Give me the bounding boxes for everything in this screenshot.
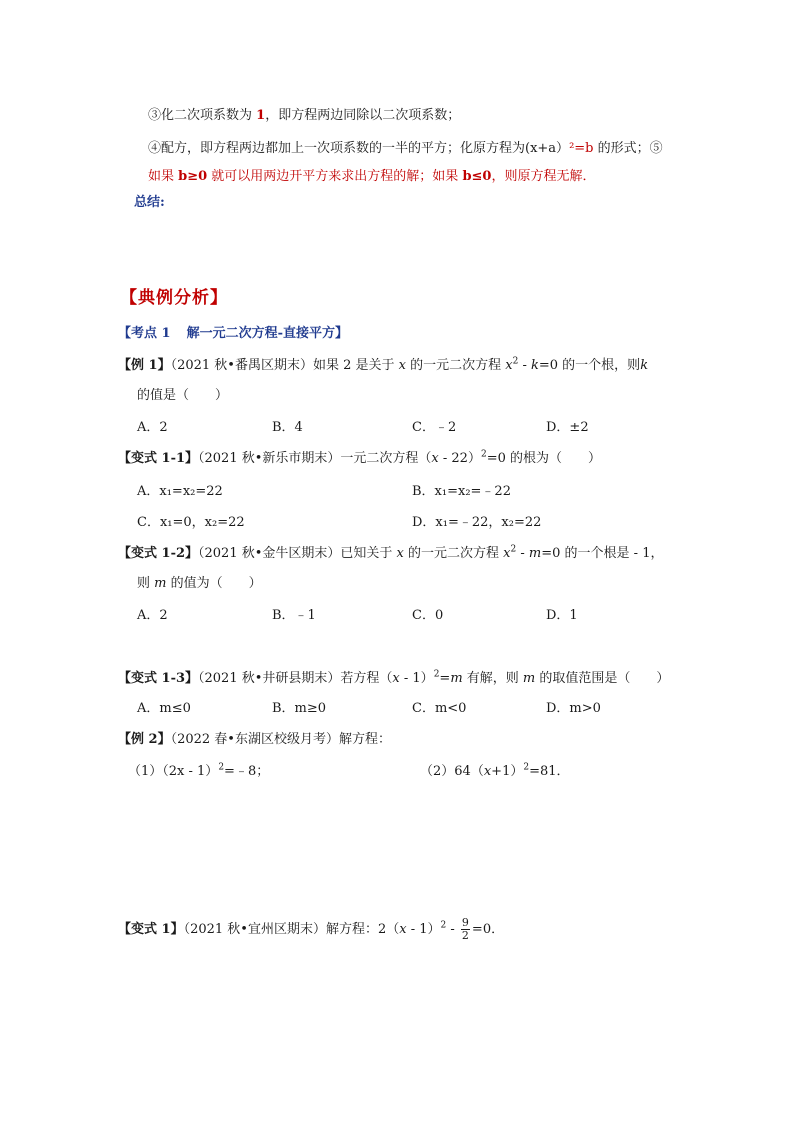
exponent: 2	[510, 544, 517, 555]
variant-1-2-stem	[118, 542, 663, 561]
example-1-line1	[118, 354, 648, 373]
var-x: x	[399, 922, 407, 937]
step-4-formula-end: ²=b	[569, 141, 594, 156]
variant-1-1-text2: - 22）	[438, 451, 481, 466]
var-k: k	[640, 358, 649, 373]
example-1-option-a: A．2	[137, 420, 168, 435]
var-m: m	[528, 546, 542, 561]
variant-1-1-option-d: D．x₁=﹣22，x₂=22	[412, 515, 542, 530]
variant-1-2-option-a: A．2	[137, 608, 168, 623]
var-m: m	[522, 671, 536, 686]
variant-1-3-text3: 有解，则	[462, 671, 523, 686]
part-2-text: （2）64（	[420, 764, 484, 779]
variant-1-1-text3: =0 的根为（ ）	[486, 451, 601, 466]
variant-1-2-text: （2021 秋•金牛区期末）已知关于	[198, 546, 397, 561]
step-3-value: 1	[256, 108, 266, 123]
step-5	[148, 165, 595, 184]
step-4	[148, 137, 663, 156]
variant-1-2-text2: 的一元二次方程	[403, 546, 504, 561]
variant-1-tag: 【变式 1】	[118, 922, 184, 937]
example-1-text: （2021 秋•番禺区期末）如果 2 是关于	[170, 358, 399, 373]
variant-1-2-line2	[137, 572, 262, 591]
fraction-denominator: 2	[461, 929, 469, 942]
variant-1-stem	[118, 917, 504, 942]
variant-1-3-option-b: B．m≥0	[272, 701, 327, 716]
summary-label: 总结:	[134, 195, 165, 210]
variant-1-1-tag: 【变式 1-1】	[118, 451, 199, 466]
var-m: m	[450, 671, 463, 686]
example-1-option-c: C．﹣2	[412, 420, 457, 435]
variant-1-1-option-b: B．x₁=x₂=﹣22	[412, 484, 511, 499]
fraction	[461, 917, 470, 942]
var-x: x	[392, 671, 400, 686]
variant-1-1-option-a: A．x₁=x₂=22	[137, 484, 223, 499]
variant-1-3-option-a: A．m≤0	[137, 701, 191, 716]
step-5-text: 如果	[148, 169, 179, 184]
var-x: x	[431, 451, 439, 466]
variant-1-2-line2-text2: 的值为（ ）	[166, 576, 262, 591]
variant-1-3-text: （2021 秋•井研县期末）若方程（	[198, 671, 393, 686]
variant-1-2-tag: 【变式 1-2】	[118, 546, 199, 561]
example-2-text: （2022 春•东湖区校级月考）解方程：	[170, 732, 391, 747]
kaodian-title: 解一元二次方程-直接平方】	[186, 326, 348, 341]
step-5-text3: ，则原方程无解．	[491, 169, 596, 184]
var-x: x	[398, 358, 406, 373]
variant-1-3-option-d: D．m>0	[546, 701, 601, 716]
minus: -	[518, 358, 531, 373]
part-1-text: （1）（2x - 1）	[128, 764, 219, 779]
step-3-text: ③化二次项系数为	[148, 108, 257, 123]
variant-1-3-option-c: C．m<0	[412, 701, 467, 716]
step-5-text2: 就可以用两边开平方来求出方程的解；如果	[207, 169, 463, 184]
variant-1-2-option-b: B．﹣1	[272, 608, 316, 623]
example-2-part-1	[128, 760, 269, 779]
var-x: x	[396, 546, 404, 561]
kaodian-label: 【考点 1	[118, 326, 171, 341]
step-4-tail: 的形式；⑤	[593, 141, 663, 156]
step-5-cond1: b≥0	[178, 169, 208, 184]
example-1-option-d: D．±2	[546, 420, 589, 435]
variant-1-2-line2-text: 则	[137, 576, 155, 591]
var-x: x	[503, 546, 511, 561]
part-2-text2: +1）	[491, 764, 524, 779]
exponent: 2	[433, 669, 440, 680]
example-1-tag: 【例 1】	[118, 358, 171, 373]
minus: -	[516, 546, 529, 561]
variant-1-3-tag: 【变式 1-3】	[118, 671, 199, 686]
variant-1-1-text: （2021 秋•新乐市期末）一元二次方程（	[198, 451, 432, 466]
exponent: 2	[523, 762, 530, 773]
example-2-stem	[118, 728, 391, 747]
var-x: x	[483, 764, 492, 779]
step-4-text: ④配方，即方程两边都加上一次项系数的一半的平方；化原方程为	[148, 141, 526, 156]
exponent: 2	[512, 356, 519, 367]
example-2-tag: 【例 2】	[118, 732, 171, 747]
example-1-line2: 的值是（ ）	[137, 388, 229, 403]
exponent: 2	[440, 920, 447, 931]
part-1-text2: =﹣8；	[224, 764, 270, 779]
step-5-cond2: b≤0	[462, 169, 492, 184]
fraction-numerator: 9	[461, 916, 469, 929]
variant-1-1-stem	[118, 447, 601, 466]
variant-1-2-option-c: C．0	[412, 608, 444, 623]
minus: -	[446, 922, 459, 937]
variant-1-text2: - 1）	[406, 922, 441, 937]
variant-1-3-text2: - 1）	[399, 671, 434, 686]
variant-1-2-option-d: D．1	[546, 608, 578, 623]
variant-1-2-text3: =0 的一个根是 - 1，	[541, 546, 664, 561]
variant-1-1-option-c: C．x₁=0，x₂=22	[137, 515, 245, 530]
example-1-text3: =0 的一个根，则	[538, 358, 641, 373]
example-1-option-b: B．4	[272, 420, 303, 435]
variant-1-3-text4: 的取值范围是（ ）	[535, 671, 670, 686]
equals: =	[439, 671, 451, 686]
variant-1-text: （2021 秋•宜州区期末）解方程：2（	[183, 922, 400, 937]
variant-1-text3: =0．	[471, 922, 505, 937]
section-title: 【典例分析】	[120, 288, 228, 308]
part-2-text3: =81．	[529, 764, 570, 779]
exponent: 2	[218, 762, 225, 773]
exponent: 2	[480, 449, 487, 460]
example-1-text2: 的一元二次方程	[405, 358, 506, 373]
var-m: m	[154, 576, 167, 591]
variant-1-3-stem	[118, 667, 669, 686]
var-k: k	[531, 358, 539, 373]
step-3-text-end: ，即方程两边同除以二次项系数；	[265, 108, 461, 123]
step-4-formula: (x+a）	[525, 141, 570, 156]
kaodian-heading	[118, 322, 348, 341]
step-3	[148, 104, 460, 123]
var-x: x	[505, 358, 513, 373]
example-2-part-2	[420, 760, 570, 779]
